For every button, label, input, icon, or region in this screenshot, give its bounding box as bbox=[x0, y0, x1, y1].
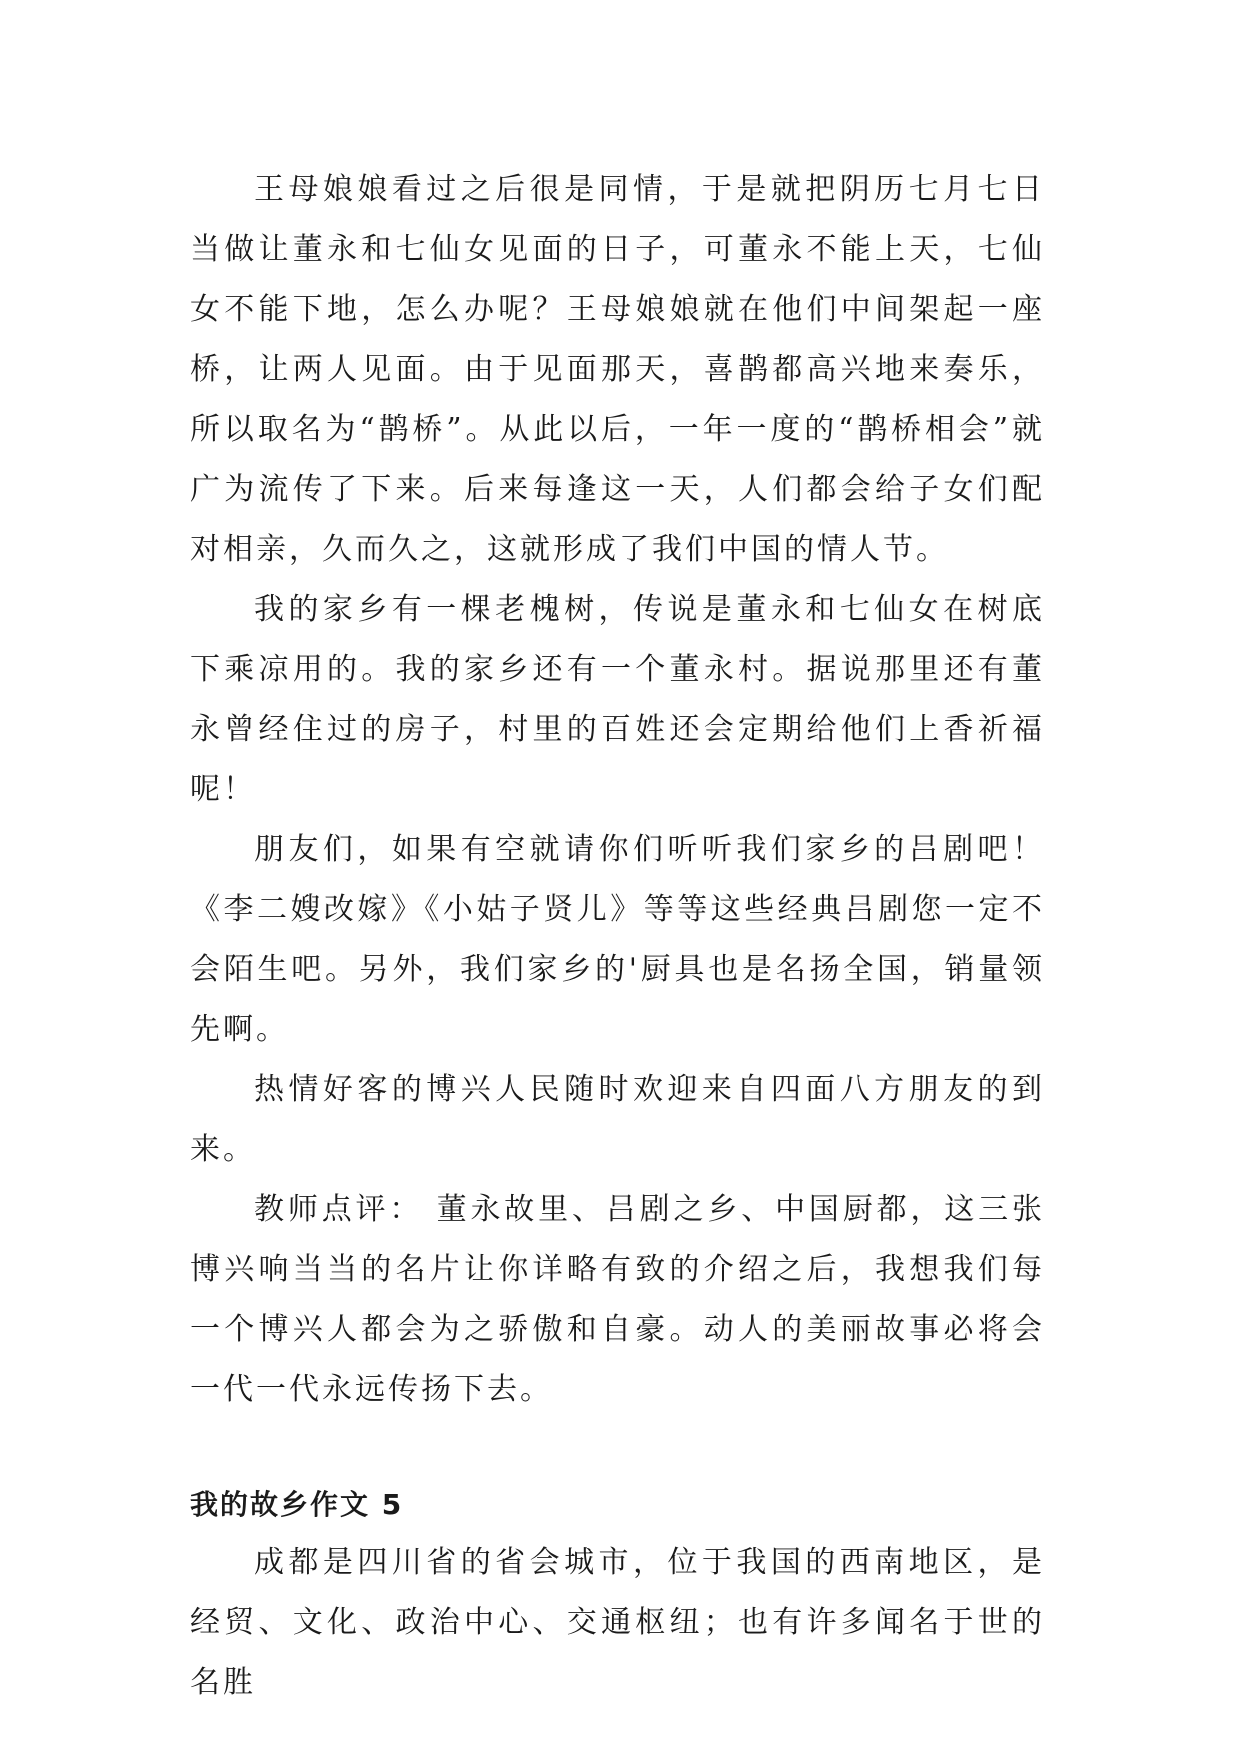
paragraph-magpie-bridge: 王母娘娘看过之后很是同情，于是就把阴历七月七日当做让董永和七仙女见面的日子，可董永不能上天，七仙女不能下地，怎么办呢？王母娘娘就在他们中间架起一座桥，让两人见面。由于见面那天，喜鹊都高兴地来奏乐，所以取名为“鹊桥”。从此以后，一年一度的“鹊桥相会”就广为流传了下来。后来每逢这一天，人们都会给子女们配对相亲，久而久之，这就形成了我们中国的情人节。 bbox=[190, 172, 1045, 567]
document-body bbox=[190, 160, 1045, 1713]
paragraph-welcome: 热情好客的博兴人民随时欢迎来自四面八方朋友的到来。 bbox=[190, 1072, 1045, 1167]
paragraph-chengdu: 成都是四川省的省会城市，位于我国的西南地区，是经贸、文化、政治中心、交通枢纽；也有许多闻名于世的名胜 bbox=[190, 1545, 1045, 1700]
section-heading: 我的故乡作文 5 bbox=[190, 1488, 404, 1521]
paragraph-locust-tree: 我的家乡有一棵老槐树，传说是董永和七仙女在树底下乘凉用的。我的家乡还有一个董永村。据说那里还有董永曾经住过的房子，村里的百姓还会定期给他们上香祈福呢！ bbox=[190, 592, 1045, 807]
paragraph-teacher-comment: 教师点评： 董永故里、吕剧之乡、中国厨都，这三张博兴响当当的名片让你详略有致的介绍之后，我想我们每一个博兴人都会为之骄傲和自豪。动人的美丽故事必将会一代一代永远传扬下去。 bbox=[190, 1192, 1045, 1407]
paragraph-lu-opera: 朋友们，如果有空就请你们听听我们家乡的吕剧吧！《李二嫂改嫁》《小姑子贤儿》等等这些经典吕剧您一定不会陌生吧。另外，我们家乡的'厨具也是名扬全国，销量领先啊。 bbox=[190, 832, 1045, 1047]
